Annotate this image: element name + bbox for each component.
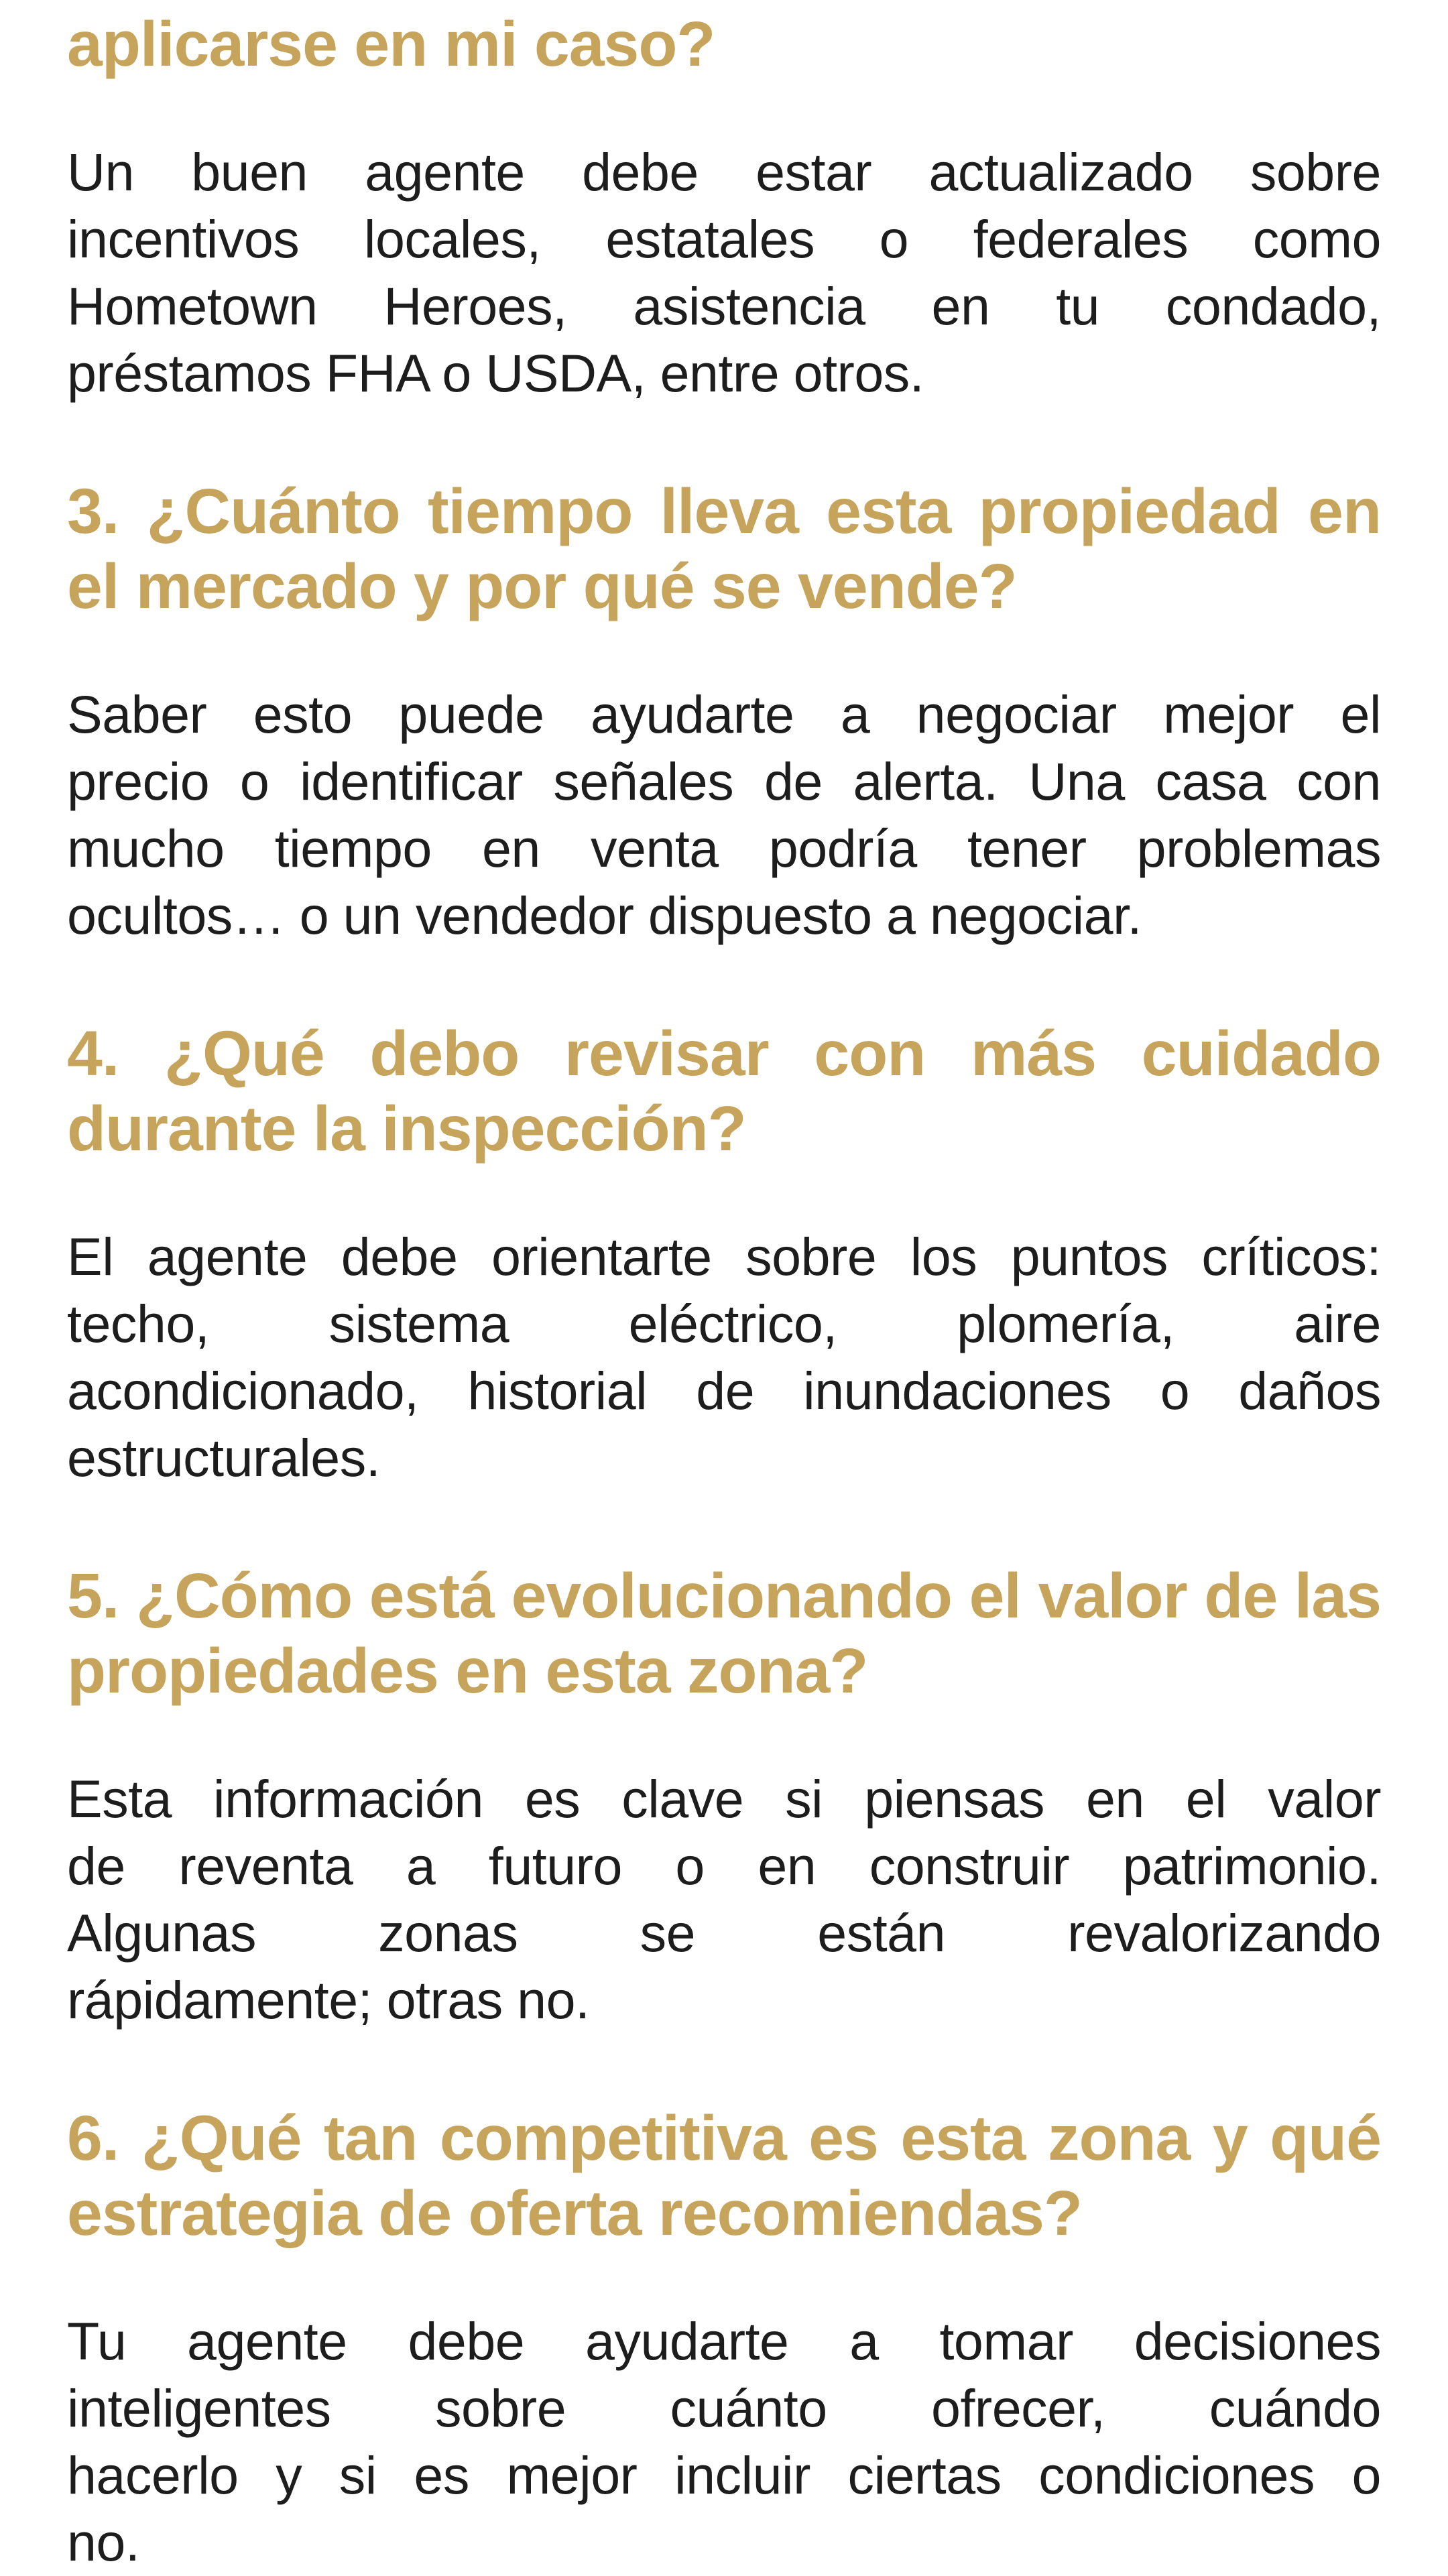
paragraph-line: inteligentes sobre cuánto ofrecer, cuándo [67, 2378, 1381, 2438]
paragraph-line: de reventa a futuro o en construir patrimonio. [67, 1836, 1381, 1896]
heading-line: 3. ¿Cuánto tiempo lleva esta propiedad en [67, 476, 1381, 547]
paragraph-line: Un buen agente debe estar actualizado sobre [67, 142, 1381, 202]
paragraph-line: ocultos… o un vendedor dispuesto a negociar. [67, 885, 1142, 945]
answer-paragraph-2 [67, 139, 1381, 407]
question-heading-3 [67, 474, 1381, 624]
answer-paragraph-6 [67, 2308, 1381, 2576]
answer-paragraph-4 [67, 1223, 1381, 1491]
heading-line: durante la inspección? [67, 1093, 746, 1164]
heading-line: el mercado y por qué se vende? [67, 551, 1017, 622]
paragraph-line: Saber esto puede ayudarte a negociar mejor el [67, 684, 1381, 744]
paragraph-line: Hometown Heroes, asistencia en tu condado, [67, 276, 1381, 336]
question-heading-4 [67, 1016, 1381, 1166]
paragraph-line: Tu agente debe ayudarte a tomar decisiones [67, 2311, 1381, 2371]
heading-line: estrategia de oferta recomiendas? [67, 2178, 1082, 2249]
heading-line: 4. ¿Qué debo revisar con más cuidado [67, 1018, 1381, 1089]
paragraph-line: no. [67, 2512, 140, 2572]
question-heading-6 [67, 2101, 1381, 2251]
answer-paragraph-5 [67, 1766, 1381, 2034]
heading-line: 6. ¿Qué tan competitiva es esta zona y qué [67, 2103, 1381, 2174]
paragraph-line: acondicionado, historial de inundaciones o daños [67, 1361, 1381, 1420]
heading-line: 5. ¿Cómo está evolucionando el valor de las [67, 1560, 1381, 1632]
paragraph-line: Esta información es clave si piensas en el valor [67, 1769, 1381, 1829]
paragraph-line: techo, sistema eléctrico, plomería, aire [67, 1294, 1381, 1353]
question-heading-2-continuation [67, 7, 1381, 82]
paragraph-line: El agente debe orientarte sobre los puntos críticos: [67, 1227, 1381, 1286]
paragraph-line: préstamos FHA o USDA, entre otros. [67, 343, 924, 403]
paragraph-line: Algunas zonas se están revalorizando [67, 1903, 1381, 1963]
heading-line: propiedades en esta zona? [67, 1636, 868, 1707]
heading-line: aplicarse en mi caso? [67, 9, 715, 80]
answer-paragraph-3 [67, 681, 1381, 949]
paragraph-line: mucho tiempo en venta podría tener problemas [67, 818, 1381, 878]
question-heading-5 [67, 1558, 1381, 1709]
paragraph-line: precio o identificar señales de alerta. Una casa con [67, 751, 1381, 811]
paragraph-line: estructurales. [67, 1428, 381, 1487]
paragraph-line: incentivos locales, estatales o federales como [67, 209, 1381, 269]
paragraph-line: hacerlo y si es mejor incluir ciertas condiciones o [67, 2445, 1381, 2505]
paragraph-line: rápidamente; otras no. [67, 1970, 590, 2030]
